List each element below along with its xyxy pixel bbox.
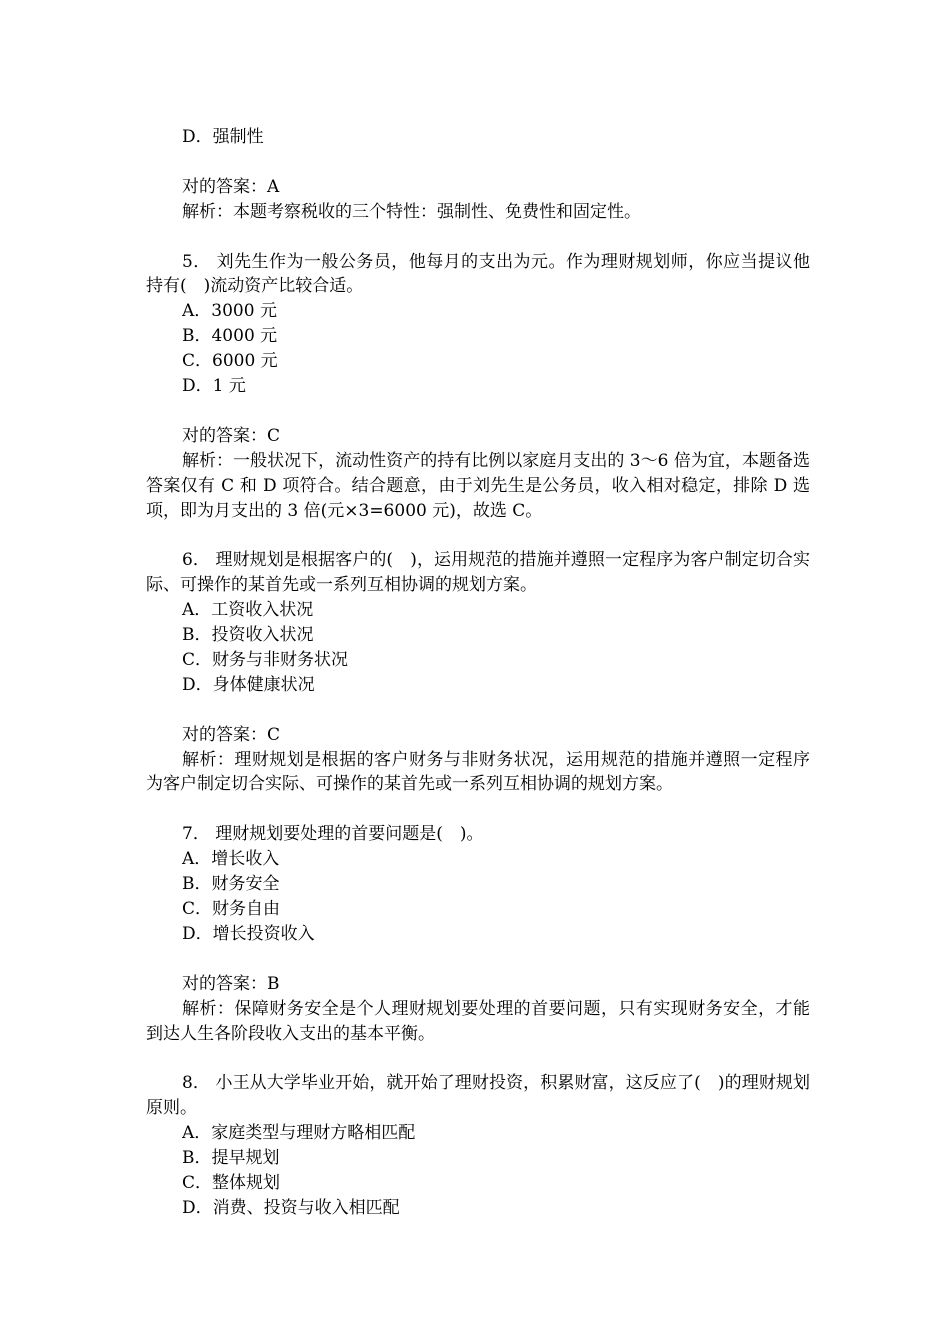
q7-analysis: 解析：保障财务安全是个人理财规划要处理的首要问题，只有实现财务安全，才能到达人生各阶段收入支出的基本平衡。 bbox=[146, 998, 810, 1044]
q8-option-a: A．家庭类型与理财方略相匹配 bbox=[182, 1123, 416, 1144]
q7-answer: 对的答案：B bbox=[182, 973, 280, 994]
q7-stem: 7． 理财规划要处理的首要问题是( )。 bbox=[182, 824, 484, 845]
q6-option-c: C．财务与非财务状况 bbox=[182, 649, 349, 670]
q6-analysis: 解析：理财规划是根据的客户财务与非财务状况，运用规范的措施并遵照一定程序为客户制定切合实际、可操作的某首先或一系列互相协调的规划方案。 bbox=[146, 749, 810, 795]
q8-option-c: C．整体规划 bbox=[182, 1172, 281, 1193]
q6-answer: 对的答案：C bbox=[182, 724, 281, 745]
spacer bbox=[146, 947, 810, 972]
q4-answer: 对的答案：A bbox=[182, 176, 280, 197]
spacer bbox=[146, 150, 810, 175]
q7-option-a: A．增长收入 bbox=[182, 849, 280, 870]
q5-answer: 对的答案：C bbox=[182, 425, 281, 446]
q4-option-d: D．强制性 bbox=[182, 127, 264, 147]
q8-stem: 8． 小王从大学毕业开始，就开始了理财投资，积累财富，这反应了( )的理财规划原则。 bbox=[146, 1073, 810, 1119]
q6-option-a: A．工资收入状况 bbox=[182, 600, 314, 621]
q8-option-b: B．提早规划 bbox=[182, 1148, 280, 1169]
spacer bbox=[146, 225, 810, 250]
q5-option-b: B．4000 元 bbox=[182, 326, 278, 347]
spacer bbox=[146, 399, 810, 424]
q5-option-a: A．3000 元 bbox=[182, 301, 277, 322]
q4-analysis: 解析：本题考察税收的三个特性：强制性、免费性和固定性。 bbox=[182, 201, 641, 222]
spacer bbox=[146, 1046, 810, 1071]
spacer bbox=[146, 797, 810, 822]
q5-option-d: D．1 元 bbox=[182, 376, 246, 397]
q6-option-d: D．身体健康状况 bbox=[182, 674, 315, 695]
q6-stem: 6． 理财规划是根据客户的( )，运用规范的措施并遵照一定程序为客户制定切合实际、可操作的某首先或一系列互相协调的规划方案。 bbox=[146, 550, 810, 596]
q5-analysis: 解析：一般状况下，流动性资产的持有比例以家庭月支出的 3～6 倍为宜，本题备选答案仅有 C 和 D 项符合。结合题意，由于刘先生是公务员，收入相对稳定，排除 D 选项，即为月支出的 3 倍(元×3=6000 元)，故选 C。 bbox=[146, 450, 810, 521]
spacer bbox=[146, 698, 810, 723]
q7-option-b: B．财务安全 bbox=[182, 874, 280, 895]
spacer bbox=[146, 523, 810, 548]
document-body bbox=[146, 125, 810, 1221]
q7-option-c: C．财务自由 bbox=[182, 899, 281, 919]
q8-option-d: D．消费、投资与收入相匹配 bbox=[182, 1197, 400, 1218]
q5-stem: 5． 刘先生作为一般公务员，他每月的支出为元。作为理财规划师，你应当提议他持有( )流动资产比较合适。 bbox=[146, 251, 810, 297]
q5-option-c: C．6000 元 bbox=[182, 351, 278, 372]
q6-option-b: B．投资收入状况 bbox=[182, 625, 314, 646]
q7-option-d: D．增长投资收入 bbox=[182, 923, 315, 944]
